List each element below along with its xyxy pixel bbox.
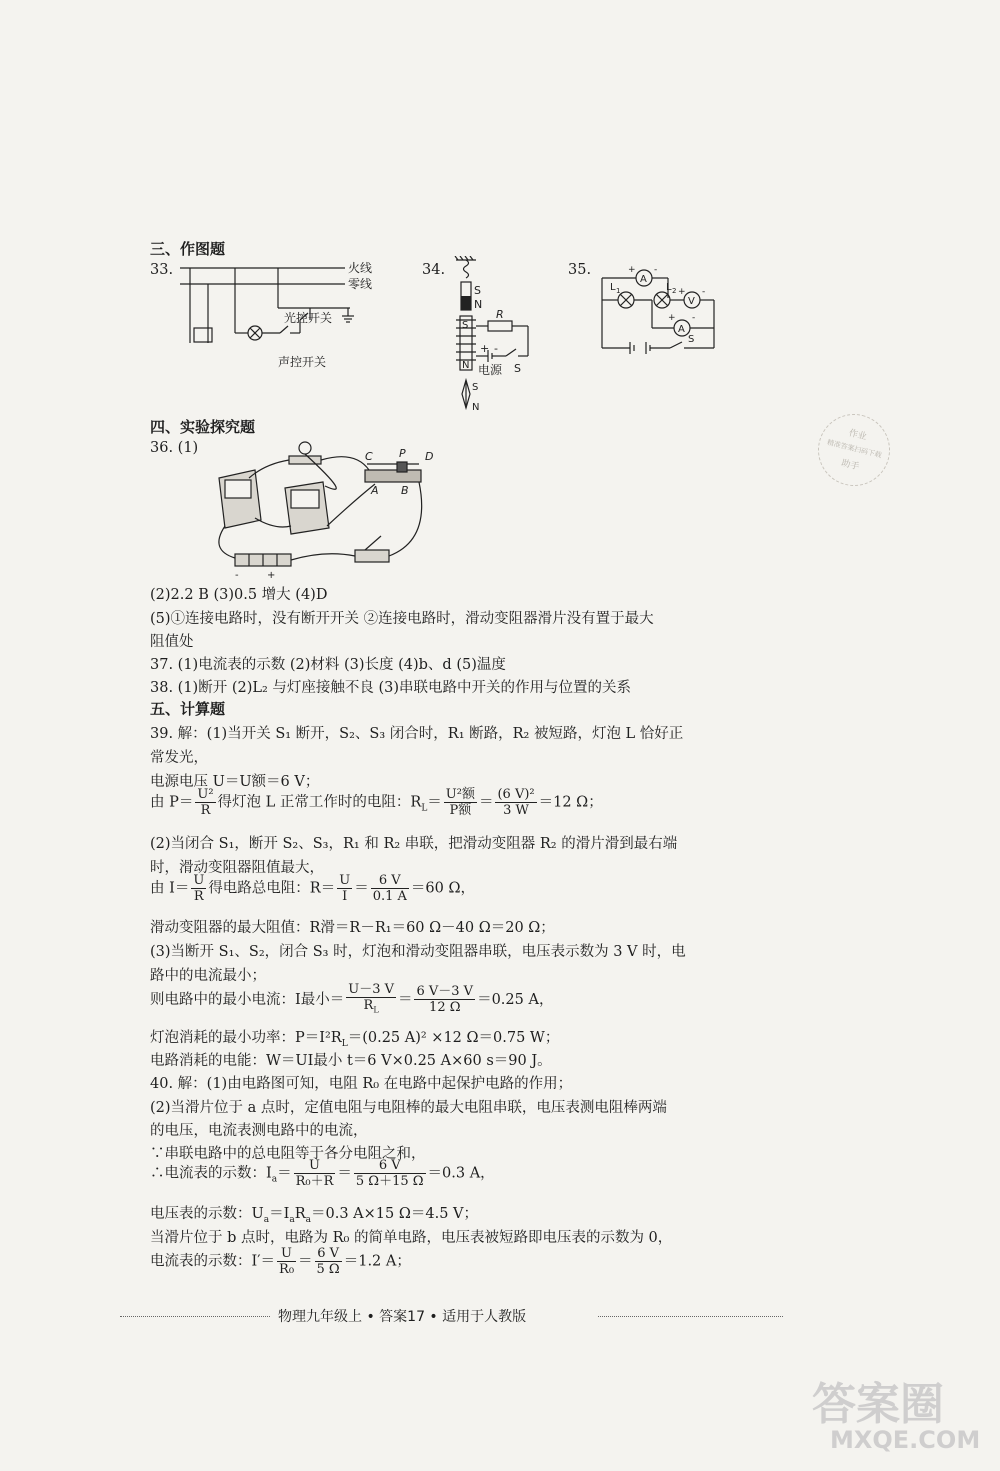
- q40-l6-r: R: [294, 1206, 306, 1222]
- q39-line-9: (3)当断开 S₁、S₂，闭合 S₃ 时，灯泡和滑动变阻器串联，电压表示数为 3 V 时，电: [150, 944, 686, 960]
- footer-divider-left: [120, 1316, 270, 1317]
- q39-line-6: 时，滑动变阻器阻值最大，: [150, 860, 324, 876]
- q35-voltmeter-label: V: [688, 296, 695, 307]
- stamp-middle-text: 精准答案扫码下载: [826, 438, 883, 460]
- q33-fire-wire-label: 火线: [348, 261, 373, 275]
- q39-fraction-6v2-over-3w: [495, 787, 536, 818]
- stamp-seal: [810, 406, 897, 493]
- q40-l6-sub2: a: [289, 1214, 295, 1225]
- q39-f1-num: U²: [197, 787, 214, 802]
- q35-number: 35.: [568, 262, 592, 278]
- q39-l11-f1-den-sub: L: [373, 1005, 379, 1015]
- q39-line-12: [150, 1026, 559, 1049]
- q39-l11-f2-num: 6 V－3 V: [416, 984, 474, 1000]
- q35-ammeter-1-label: A: [640, 274, 647, 285]
- q34-power-label: 电源: [478, 363, 503, 377]
- q39-l11-f2-den: 12 Ω: [429, 1000, 461, 1016]
- q33-circuit-diagram: [180, 258, 390, 373]
- q35-ammeter-2-plus: +: [668, 313, 676, 323]
- q39-l4-middle-sub: L: [421, 803, 428, 814]
- q40-line-2: (2)当滑片位于 a 点时，定值电阻与电阻棒的最大电阻串联，电压表测电阻棒两端: [150, 1100, 667, 1116]
- section-title-drawing: 三、作图题: [150, 240, 226, 258]
- q39-l4-eq1: ＝: [427, 794, 442, 811]
- q39-l7-f3-den: 0.1 A: [372, 889, 407, 904]
- q40-l8-result: ＝1.2 A；: [343, 1253, 411, 1270]
- q34-magnet-s-label: S: [474, 284, 481, 297]
- q39-l11-prefix: 则电路中的最小电流：I最小＝: [150, 991, 345, 1008]
- stamp-top-text: 作业: [847, 428, 868, 443]
- q39-l12-text: 灯泡消耗的最小功率：P＝I²R: [150, 1030, 342, 1046]
- q39-fraction-u-3v-over-rl: [346, 982, 396, 1018]
- q39-l12-sub: L: [341, 1038, 348, 1049]
- q39-fraction-6v-3v-over-12: [414, 984, 475, 1015]
- q38-answer: 38. (1)断开 (2)L₂ 与灯座接触不良 (3)串联电路中开关的作用与位置的关系: [150, 680, 632, 696]
- q39-fraction-u2-over-p: [444, 787, 477, 818]
- q39-l7-f2-den: I: [342, 889, 348, 904]
- q40-l5-prefix: ∴电流表的示数：I: [150, 1165, 272, 1182]
- q40-line-1: 40. 解：(1)由电路图可知，电阻 R₀ 在电路中起保护电路的作用；: [150, 1076, 573, 1092]
- q33-sound-switch-label: 声控开关: [278, 355, 327, 369]
- q33-number: 33.: [150, 262, 174, 278]
- q39-fraction-6v-over-01a: [371, 873, 409, 904]
- q39-fraction-u2-over-r: [195, 787, 215, 818]
- q39-line-3: 电源电压 U＝U额＝6 V；: [150, 774, 320, 790]
- q39-f1-den: R: [200, 803, 211, 818]
- stamp-bottom-text: 助手: [840, 458, 861, 473]
- q40-l5-f2-num: 6 V: [354, 1158, 426, 1174]
- q35-voltmeter-minus: -: [702, 287, 706, 297]
- q34-needle-n-label: N: [472, 402, 480, 413]
- q40-l8-f1-num: U: [277, 1246, 296, 1262]
- q40-line-4: ∵串联电路中的总电阻等于各分电阻之和，: [150, 1146, 426, 1162]
- q34-core-n-label: N: [462, 360, 470, 371]
- q40-line-3: 的电压，电流表测电路中的电流，: [150, 1123, 368, 1139]
- q40-fraction-u-over-r0r: [294, 1158, 336, 1189]
- q40-fraction-6v-over-5: [315, 1246, 342, 1277]
- q39-line-11: [150, 982, 553, 1018]
- q40-l8-eq: ＝: [298, 1253, 313, 1270]
- q34-magnet-n-label: N: [474, 298, 483, 311]
- q35-l1-label: L: [610, 282, 616, 293]
- q39-l7-prefix: 由 I＝: [150, 880, 190, 897]
- q40-l5-f1-den: R₀＋R: [295, 1174, 334, 1189]
- q39-l4-prefix: 由 P＝: [150, 794, 194, 811]
- q39-l11-eq: ＝: [397, 991, 413, 1008]
- q39-line-4: [150, 787, 603, 818]
- q40-l5-result: ＝0.3 A，: [427, 1165, 495, 1182]
- q40-l5-f1-num: U: [294, 1158, 336, 1174]
- watermark-url: MXQE.COM: [830, 1426, 981, 1454]
- q39-l11-f1-den: [346, 998, 396, 1018]
- q40-l6-sub1: a: [263, 1214, 270, 1225]
- q39-line-2: 常发光，: [150, 750, 208, 766]
- q36-line-5a: (5)①连接电路时，没有断开开关 ②连接电路时，滑动变阻器滑片没有置于最大: [150, 611, 654, 627]
- q40-l8-f2-num: 6 V: [315, 1246, 342, 1262]
- q40-line-6: [150, 1202, 478, 1225]
- q35-circuit-diagram: [596, 258, 731, 358]
- watermark-logo: 答案圈: [812, 1379, 944, 1430]
- q34-number: 34.: [422, 262, 446, 278]
- q40-l8-f1-den: R₀: [279, 1262, 295, 1277]
- q40-l6-i: ＝I: [269, 1206, 290, 1222]
- q39-l4-result: ＝12 Ω；: [538, 794, 603, 811]
- q40-l6-prefix: 电压表的示数：U: [150, 1206, 264, 1222]
- q39-l7-middle: 得电路总电阻：R＝: [208, 880, 336, 897]
- q36-label-a: A: [371, 484, 379, 497]
- q39-l7-f3-num: 6 V: [371, 873, 409, 889]
- q40-l5-eq2: ＝: [337, 1165, 352, 1182]
- q37-answer: 37. (1)电流表的示数 (2)材料 (3)长度 (4)b、d (5)温度: [150, 657, 506, 673]
- q35-l1-subscript: 1: [616, 287, 621, 295]
- page-footer: 物理九年级上 • 答案17 • 适用于人教版: [278, 1309, 527, 1325]
- q35-ammeter-2-minus: -: [692, 313, 696, 323]
- q39-fraction-u-over-r: [191, 873, 206, 904]
- q39-line-13: 电路消耗的电能：W＝UI最小 t＝6 V×0.25 A×60 s＝90 J。: [150, 1053, 552, 1069]
- q36-line-5b: 阻值处: [150, 634, 194, 650]
- q36-number: 36. (1): [150, 440, 199, 456]
- q35-switch-label: S: [688, 334, 695, 345]
- q40-l6-result: ＝0.3 A×15 Ω＝4.5 V；: [311, 1206, 479, 1222]
- q33-neutral-wire-label: 零线: [348, 277, 373, 291]
- q34-plus-label: +: [480, 342, 490, 355]
- q39-f2-num: U²额: [445, 787, 475, 802]
- q36-line-2: (2)2.2 B (3)0.5 增大 (4)D: [150, 587, 328, 603]
- q40-l5-eq1: ＝: [277, 1165, 292, 1182]
- q34-needle-s-label: S: [472, 382, 479, 393]
- section-title-calculation: 五、计算题: [150, 700, 226, 718]
- q34-core-s-label: S: [462, 320, 469, 331]
- q33-light-switch-label: 光控开关: [284, 311, 333, 325]
- q35-ammeter-1-minus: -: [654, 265, 658, 275]
- q39-l11-result: ＝0.25 A，: [477, 991, 554, 1008]
- q40-line-7: 当滑片位于 b 点时，电路为 R₀ 的简单电路，电压表被短路即电压表的示数为 0，: [150, 1230, 673, 1246]
- q35-ammeter-1-plus: +: [628, 265, 636, 275]
- q39-fraction-u-over-i: [337, 873, 352, 904]
- q40-l8-prefix: 电流表的示数：I′＝: [150, 1253, 276, 1270]
- q39-f3-den: 3 W: [503, 803, 529, 818]
- q35-l2-subscript: 2: [672, 287, 677, 295]
- q36-label-d: D: [425, 450, 434, 463]
- footer-divider-right: [598, 1316, 783, 1317]
- q39-l7-f1-num: U: [193, 873, 205, 888]
- q36-apparatus-diagram: [205, 440, 445, 580]
- q40-l5-f2-den: 5 Ω＋15 Ω: [355, 1174, 424, 1189]
- q39-l11-f1-num: U－3 V: [348, 982, 394, 997]
- q36-battery-minus: -: [235, 570, 239, 580]
- q39-line-8: 滑动变阻器的最大阻值：R滑＝R－R₁＝60 Ω－40 Ω＝20 Ω；: [150, 920, 555, 936]
- q40-line-5: [150, 1158, 495, 1189]
- q34-electromagnet-diagram: [452, 256, 552, 416]
- q39-l7-f1-den: R: [193, 889, 204, 904]
- q40-l5-prefix-sub: a: [271, 1174, 278, 1185]
- q40-fraction-u-over-r0: [277, 1246, 296, 1277]
- q40-line-8: [150, 1246, 411, 1277]
- q39-l7-eq: ＝: [354, 880, 369, 897]
- q35-ammeter-2-label: A: [678, 324, 685, 335]
- q39-l7-result: ＝60 Ω，: [410, 880, 475, 897]
- q39-line-7: [150, 873, 475, 904]
- q39-l7-f2-num: U: [339, 873, 351, 888]
- q36-label-p: P: [399, 447, 406, 460]
- q39-f3-num: (6 V)²: [497, 787, 535, 802]
- q36-label-c: C: [365, 450, 373, 463]
- q35-voltmeter-plus: +: [678, 287, 686, 297]
- q39-l11-f1-den-r: R: [363, 998, 374, 1013]
- q39-l12-result: ＝(0.25 A)² ×12 Ω＝0.75 W；: [347, 1030, 560, 1046]
- q39-l4-eq2: ＝: [478, 794, 494, 811]
- q40-l8-f2-den: 5 Ω: [316, 1262, 340, 1277]
- q40-l6-sub3: a: [305, 1214, 312, 1225]
- q40-fraction-6v-over-20: [354, 1158, 426, 1189]
- q36-label-b: B: [401, 484, 409, 497]
- q34-resistor-label: R: [496, 308, 504, 321]
- q39-line-5: (2)当闭合 S₁，断开 S₂、S₃，R₁ 和 R₂ 串联，把滑动变阻器 R₂ 的滑片滑到最右端: [150, 836, 678, 852]
- q34-minus-label: -: [494, 342, 498, 355]
- q34-switch-label: S: [514, 362, 521, 375]
- q39-l4-middle: 得灯泡 L 正常工作时的电阻：R: [217, 794, 422, 811]
- q39-line-10: 路中的电流最小；: [150, 968, 266, 984]
- q36-battery-plus: +: [267, 570, 276, 580]
- q39-f2-den: P额: [449, 803, 472, 818]
- section-title-experiment: 四、实验探究题: [150, 418, 256, 436]
- q35-l2-label: L: [666, 282, 672, 293]
- q39-line-1: 39. 解：(1)当开关 S₁ 断开，S₂、S₃ 闭合时，R₁ 断路，R₂ 被短路，灯泡 L 恰好正: [150, 726, 684, 742]
